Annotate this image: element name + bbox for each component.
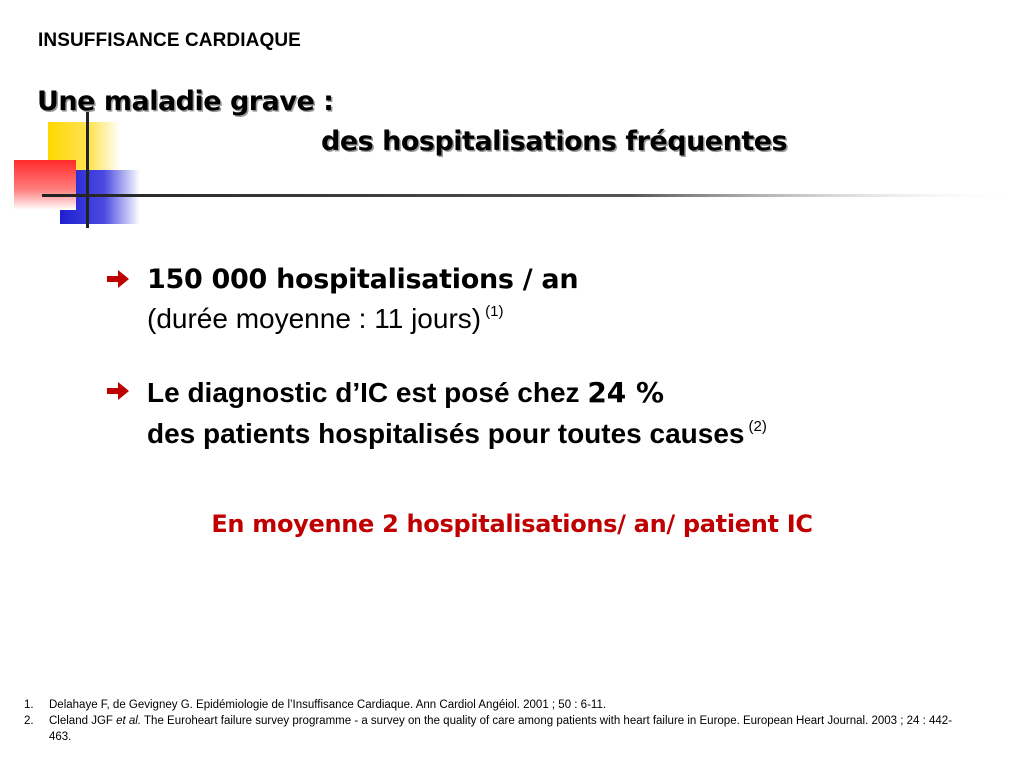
header-label: INSUFFISANCE CARDIAQUE <box>38 30 301 51</box>
bullet-2-sub: des patients hospitalisés pour toutes causes <box>147 418 745 449</box>
highlight-statement: En moyenne 2 hospitalisations/ an/ patient IC <box>211 510 813 538</box>
bullet-1-ref: (1) <box>485 303 504 320</box>
deco-red-square <box>14 160 76 210</box>
reference-text: The Euroheart failure survey programme - a survey on the quality of care among patients with heart failure in Europe. European Heart Journal. 2003 ; 24 : 442-463. <box>49 715 953 743</box>
arrow-right-icon <box>105 380 131 402</box>
reference-item <box>24 713 954 745</box>
deco-vertical-line <box>86 112 89 228</box>
bullet-2-main: Le diagnostic d’IC est posé chez <box>147 377 588 408</box>
arrow-right-icon <box>105 268 131 290</box>
bullet-2-value: 24 % <box>587 376 665 409</box>
reference-number: 2. <box>24 715 34 727</box>
decorative-squares <box>0 0 1024 240</box>
reference-author: Cleland JGF <box>49 715 117 727</box>
bullet-1-sub: (durée moyenne : 11 jours) <box>147 303 482 334</box>
reference-etal: et al. <box>116 715 142 727</box>
bullet-2-ref: (2) <box>748 418 767 435</box>
references <box>24 697 954 745</box>
reference-item <box>24 697 954 713</box>
reference-text: Delahaye F, de Gevigney G. Epidémiologie de l’Insuffisance Cardiaque. Ann Cardiol Angéiol. 2001 ; 50 : 6-11. <box>49 699 607 711</box>
slide-title-line-1: Une maladie grave : <box>37 86 334 117</box>
deco-horizontal-line <box>42 194 1024 197</box>
slide-title-line-2: des hospitalisations fréquentes <box>321 126 788 157</box>
reference-number: 1. <box>24 699 34 711</box>
bullet-1-main: 150 000 hospitalisations / an <box>147 264 579 295</box>
